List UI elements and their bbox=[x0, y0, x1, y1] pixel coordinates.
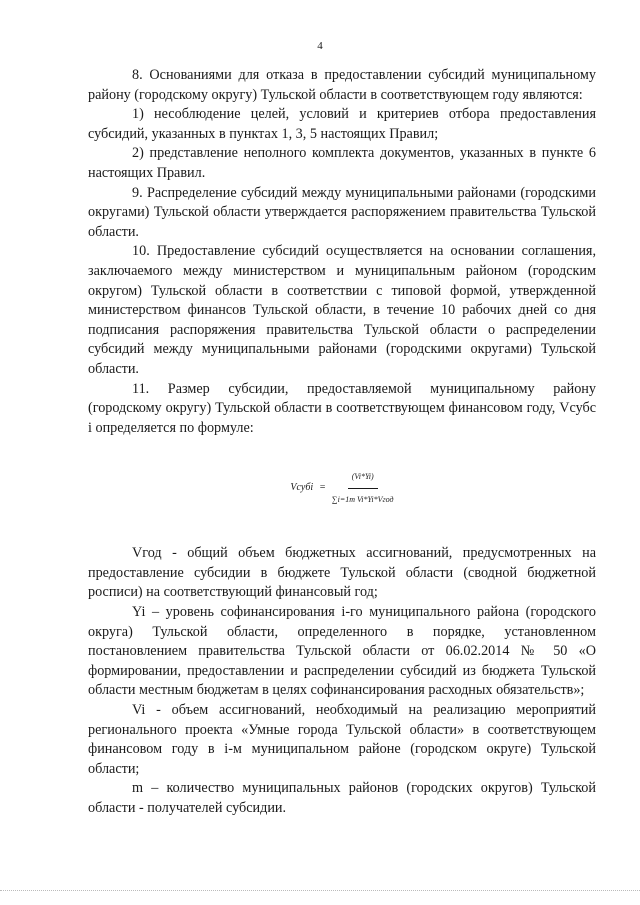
document-body bbox=[88, 66, 596, 819]
scan-edge-line bbox=[0, 890, 640, 891]
formula-numerator: (Vi*Yi) bbox=[348, 467, 378, 489]
paragraph-8-item-1: 1) несоблюдение целей, условий и критериев отбора предоставления субсидий, указанных в пунктах 1, 3, 5 настоящих Правил; bbox=[88, 106, 596, 142]
paragraph-9: 9. Распределение субсидий между муниципальными районами (городскими округами) Тульской области утверждается распоряжением правительства Тульской области. bbox=[88, 184, 596, 240]
paragraph-8-item-2: 2) представление неполного комплекта документов, указанных в пункте 6 настоящих Правил. bbox=[88, 145, 596, 181]
paragraph-10: 10. Предоставление субсидий осуществляется на основании соглашения, заключаемого между министерством и муниципальным районом (городским округом) Тульской области в соответствии с типовой формой, утвержденной министерством финансов Тульской области, в течение 10 рабочих дней со дня подписания распоряжения правительства Тульской области о распределении субсидий между муниципальными районами (городскими округами) Тульской области. bbox=[88, 243, 596, 377]
paragraph-11: 11. Размер субсидии, предоставляемой муниципальному району (городскому округу) Тульской области в соответствующем финансовом году, Vсубс i определяется по формуле: bbox=[88, 380, 596, 436]
formula-denominator: ∑i=1m Vi*Yi*Vгод bbox=[331, 494, 394, 504]
definition-vgod: Vгод - общий объем бюджетных ассигнований, предусмотренных на предоставление субсидии в бюджете Тульской области (сводной бюджетной росписи) на соответствующий финансовый год; bbox=[88, 545, 596, 601]
definition-yi: Yi – уровень софинансирования i-го муниципального района (городского округа) Тульской области, определенного в порядке, установленном постановлением правительства Тульской области от 06.02.2014 № 50 «О формировании, предоставлении и распределении субсидий из бюджета Тульской области местным бюджетам в целях софинансирования расходных обязательств»; bbox=[88, 604, 596, 699]
subsidy-formula bbox=[88, 438, 596, 538]
formula-fraction bbox=[332, 467, 394, 509]
formula-lhs: Vсубi bbox=[290, 482, 314, 494]
definition-m: m – количество муниципальных районов (городских округов) Тульской области - получателей субсидии. bbox=[88, 780, 596, 816]
paragraph-8: 8. Основаниями для отказа в предоставлении субсидий муниципальному району (городскому округу) Тульской области в соответствующем году являются: bbox=[88, 67, 596, 103]
page-number: 4 bbox=[317, 40, 323, 52]
formula-equals: = bbox=[319, 482, 326, 494]
definition-vi: Vi - объем ассигнований, необходимый на реализацию мероприятий регионального проекта «Умные города Тульской области» в соответствующем финансовом году в i-м муниципальном районе (городском округе) Тульской области; bbox=[88, 702, 596, 777]
